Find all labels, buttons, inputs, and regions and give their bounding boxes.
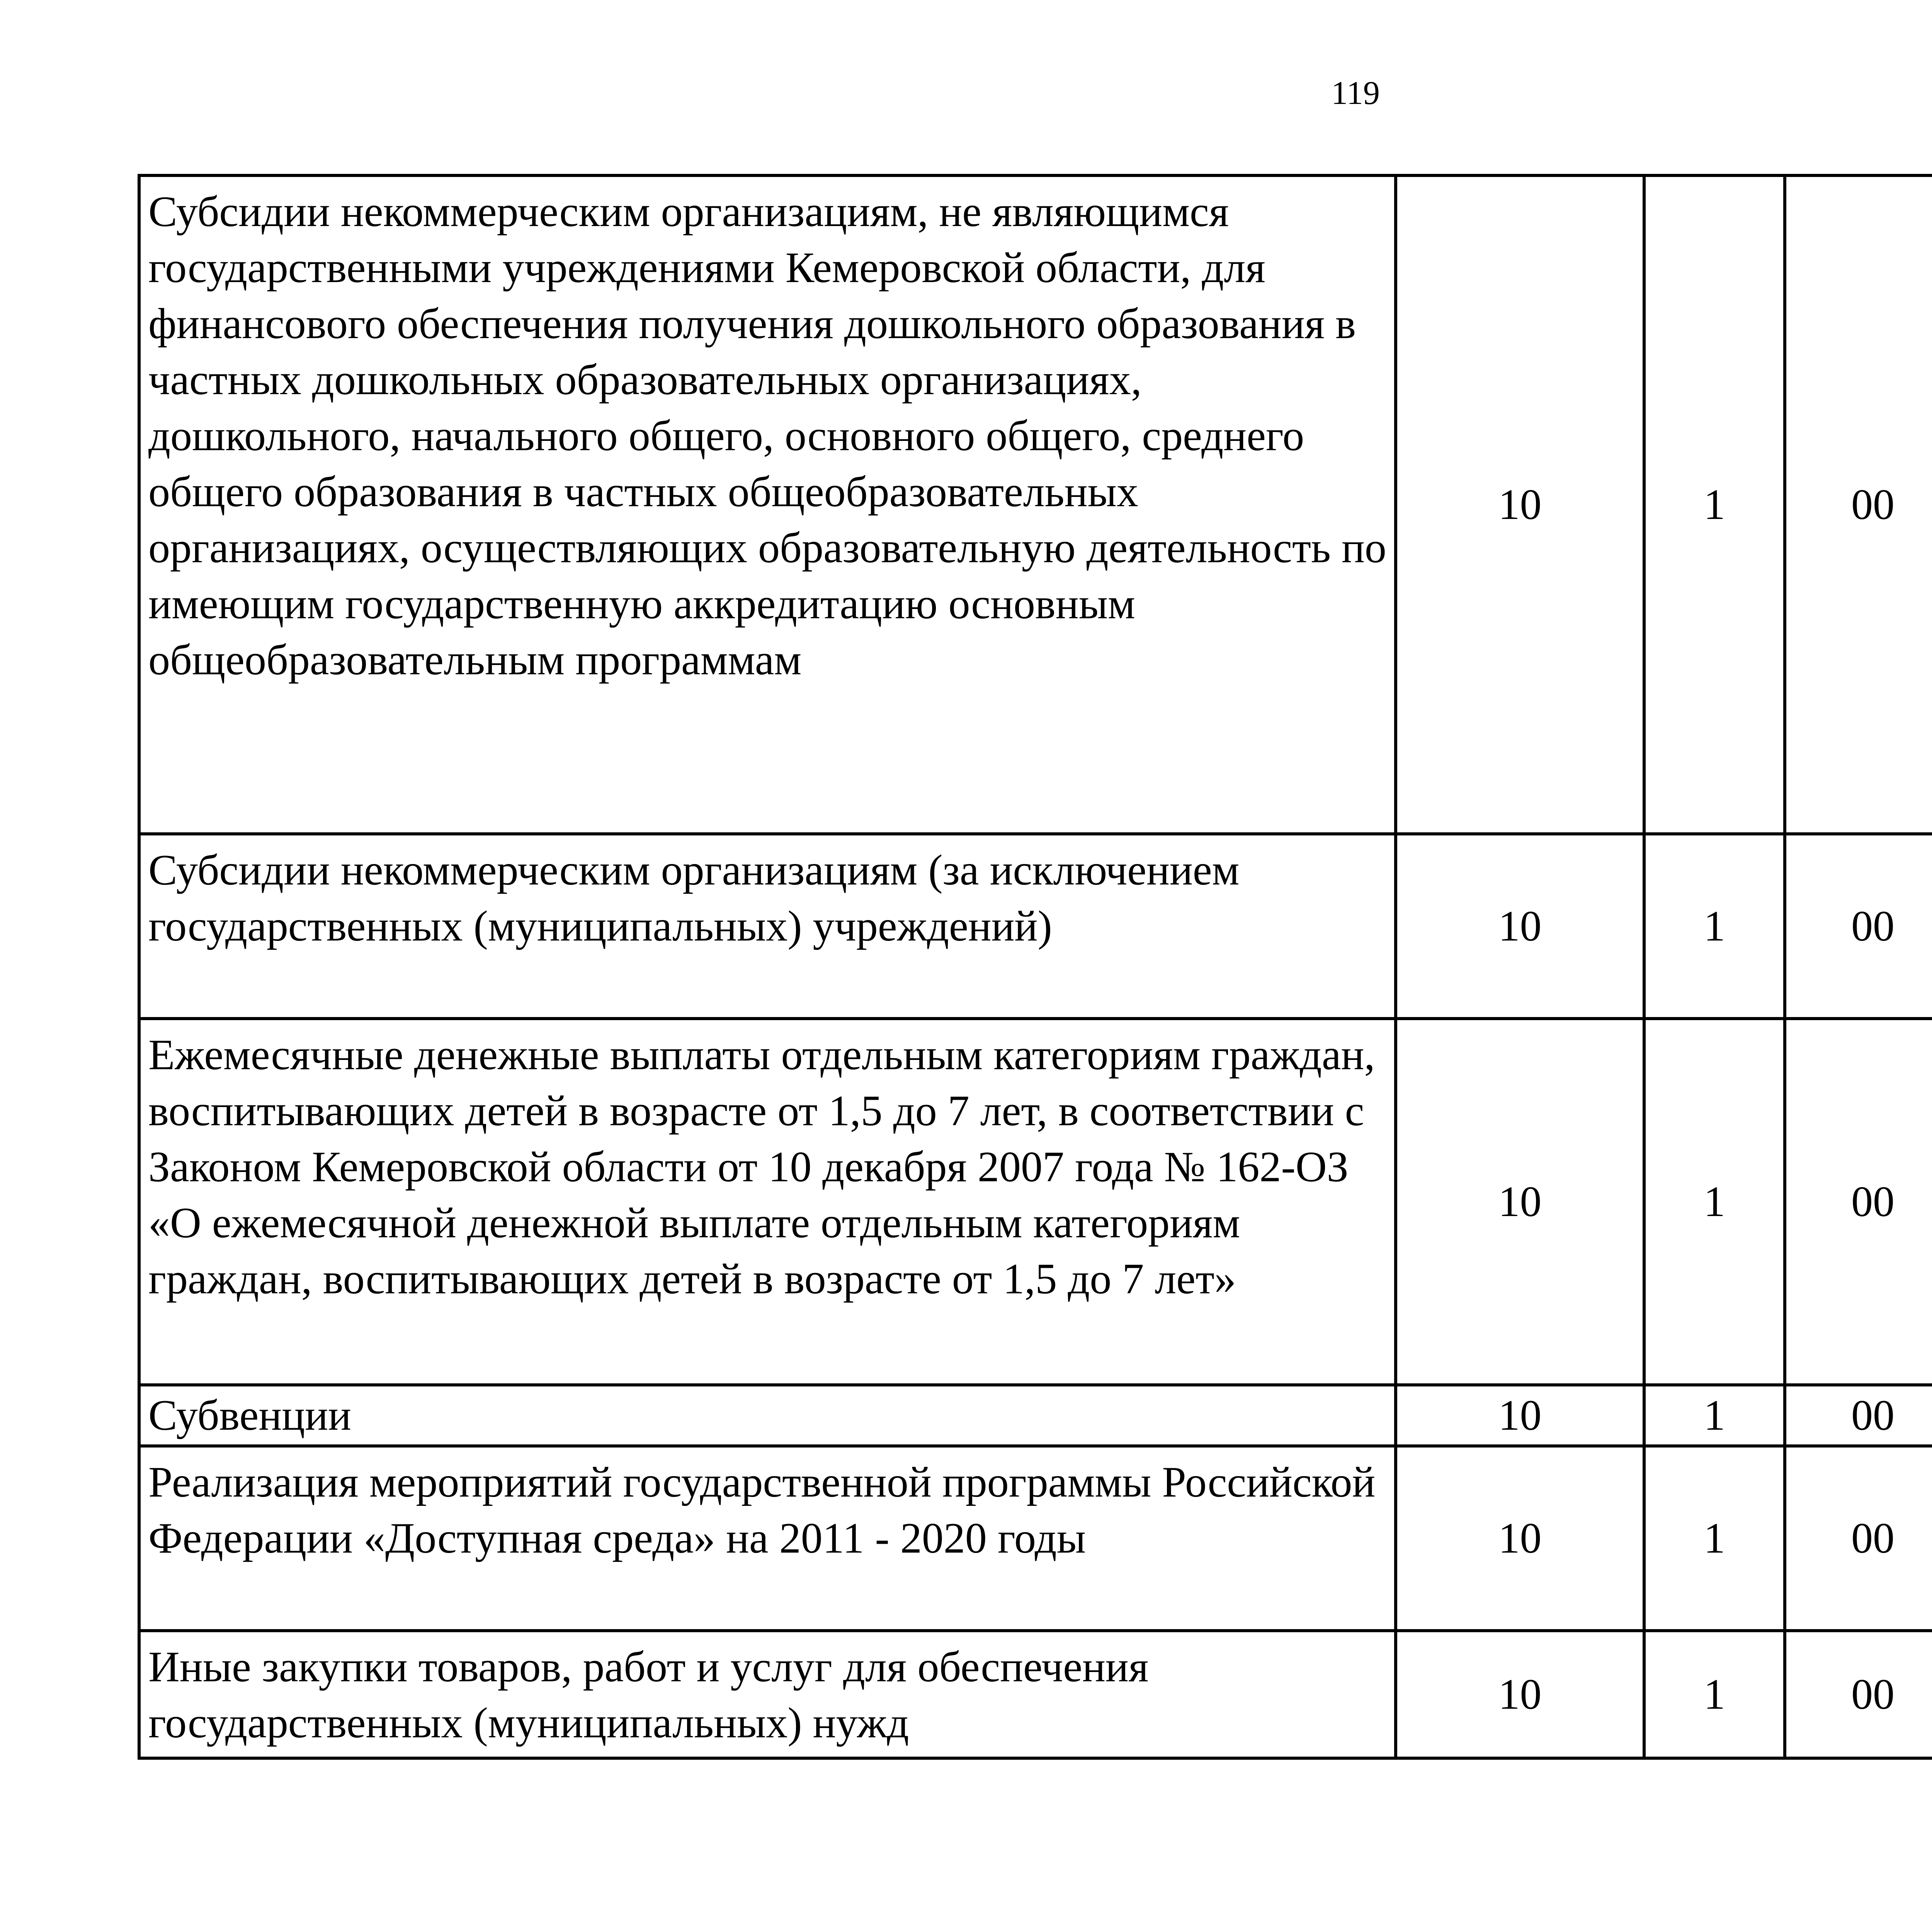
table-row [139,1446,1932,1631]
row-section: 10 [1396,1631,1644,1758]
row-subsection: 1 [1644,175,1785,834]
row-program: 00 [1785,834,1932,1019]
table-row [139,1385,1932,1446]
row-subsection: 1 [1644,1385,1785,1446]
row-subsection: 1 [1644,1446,1785,1631]
row-description: Ежемесячные денежные выплаты отдельным категориям граждан, воспитывающих детей в возрасте от 1,5 до 7 лет, в соответствии с Законом Кемеровской области от 10 декабря 2007 года № 162-ОЗ «О ежемесячной денежной выплате отдельным категориям граждан, воспитывающих детей в возрасте от 1,5 до 7 лет» [139,1019,1396,1385]
row-program: 00 [1785,1019,1932,1385]
row-description: Реализация мероприятий государственной программы Российской Федерации «Доступная среда» на 2011 - 2020 годы [139,1446,1396,1631]
row-section: 10 [1396,834,1644,1019]
row-description: Субвенции [139,1385,1396,1446]
row-section: 10 [1396,1446,1644,1631]
row-program: 00 [1785,1385,1932,1446]
row-subsection: 1 [1644,1019,1785,1385]
row-section: 10 [1396,175,1644,834]
row-program: 00 [1785,1631,1932,1758]
row-section: 10 [1396,1385,1644,1446]
table-row [139,1019,1932,1385]
page-number: 119 [1331,74,1380,111]
row-description: Иные закупки товаров, работ и услуг для обеспечения государственных (муниципальных) нужд [139,1631,1396,1758]
row-program: 00 [1785,1446,1932,1631]
table-row [139,175,1932,834]
row-program: 00 [1785,175,1932,834]
table-row [139,1631,1932,1758]
budget-table [138,174,1932,1760]
row-description: Субсидии некоммерческим организациям (за исключением государственных (муниципальных) учреждений) [139,834,1396,1019]
row-description: Субсидии некоммерческим организациям, не являющимся государственными учреждениями Кемеровской области, для финансового обеспечения получения дошкольного образования в частных дошкольных образовательных организациях, дошкольного, начального общего, основного общего, среднего общего образования в частных общеобразовательных организациях, осуществляющих образовательную деятельность по имеющим государственную аккредитацию основным общеобразовательным программам [139,175,1396,834]
row-section: 10 [1396,1019,1644,1385]
row-subsection: 1 [1644,834,1785,1019]
table-row [139,834,1932,1019]
row-subsection: 1 [1644,1631,1785,1758]
